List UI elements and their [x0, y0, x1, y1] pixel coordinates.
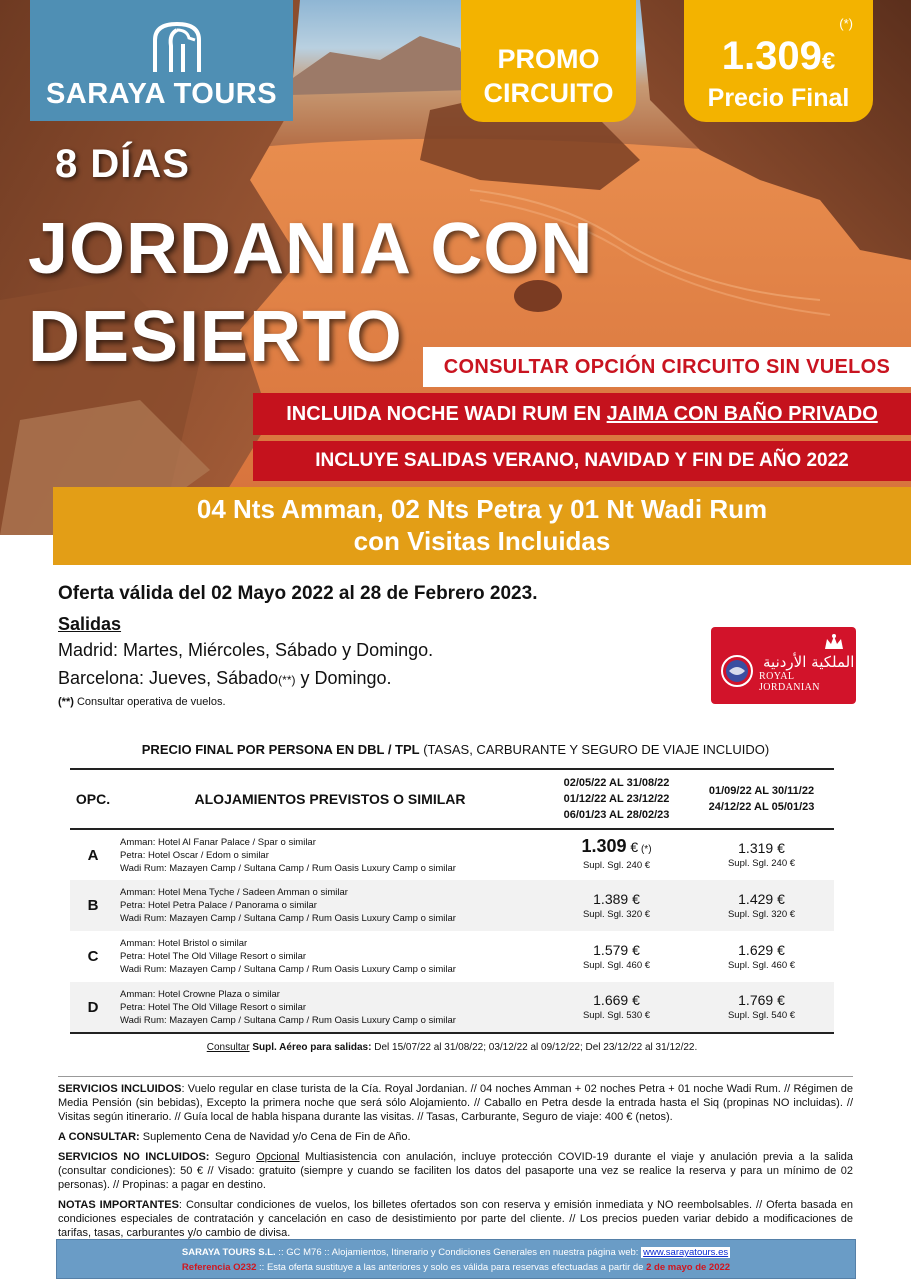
header-period-2 — [689, 769, 834, 829]
included-text: : Vuelo regular en clase turista de la Cía. Royal Jordanian. // 04 noches Amman + 02 noches Petra + 01 noche Wadi Rum. // Régimen de Media Pensión (sin bebidas), Excepto la primera noche que será sólo Alojamiento. // Caballo en Petra desde la entrada hasta el Siq (propinas NO incluidas). // Visitas según itinerario. // Guía local de habla hispana durante las visitas. // Tasas, Carburante, Seguro de viaje: 400 € (netos). — [58, 1083, 853, 1123]
company-name: SARAYA TOURS S.L. — [181, 1247, 276, 1258]
price-currency: € — [821, 48, 836, 75]
promo-line-2: CIRCUITO — [483, 78, 614, 108]
hotel-amman: Amman: Hotel Mena Tyche / Sadeen Amman o similar — [120, 887, 348, 898]
departures-banner: INCLUYE SALIDAS VERANO, NAVIDAD Y FIN DE AÑO 2022 — [253, 441, 911, 481]
notes-label: NOTAS IMPORTANTES — [58, 1199, 179, 1211]
royal-jordanian-logo — [711, 627, 856, 704]
madrid-departures: Madrid: Martes, Miércoles, Sábado y Domingo. — [58, 640, 434, 660]
wadi-rum-night-banner — [253, 393, 911, 435]
price-mark: (*) — [638, 844, 652, 855]
wadi-rum-banner-underlined: JAIMA CON BAÑO PRIVADO — [606, 403, 878, 425]
reference-code: Referencia O232 — [181, 1262, 257, 1273]
header-opc: OPC. — [70, 769, 116, 829]
hotel-amman: Amman: Hotel Al Fanar Palace / Spar o similar — [120, 836, 316, 848]
services-section — [58, 1082, 853, 1246]
single-supplement: Supl. Sgl. 530 € — [582, 1010, 651, 1021]
website-link[interactable]: www.sarayatours.es — [643, 1247, 729, 1258]
crown-icon — [823, 633, 845, 651]
price-period-2 — [689, 829, 834, 880]
trip-title-line-2: DESIERTO — [28, 297, 403, 377]
single-supplement: Supl. Sgl. 540 € — [727, 1010, 796, 1021]
table-footer-row — [70, 1033, 834, 1061]
price-value: 1.579 € — [593, 941, 640, 958]
nights-summary-line-1: 04 Nts Amman, 02 Nts Petra y 01 Nt Wadi Rum — [196, 494, 768, 524]
header-period-1 — [544, 769, 689, 829]
price-value: 1.769 € — [738, 992, 785, 1008]
single-supplement: Supl. Sgl. 320 € — [727, 908, 796, 920]
saraya-tours-logo — [30, 0, 293, 121]
important-notes — [58, 1198, 853, 1240]
price-table-title-rest: (TASAS, CARBURANTE Y SEGURO DE VIAJE INCLUIDO) — [419, 742, 770, 757]
period-1-range-1: 02/05/22 AL 31/08/22 — [563, 777, 670, 789]
price-table-title-bold: PRECIO FINAL POR PERSONA EN DBL / TPL — [141, 742, 420, 757]
final-price-badge — [684, 0, 873, 122]
price-value: 1.429 € — [738, 890, 785, 907]
price-value: 1.389 € — [593, 890, 640, 907]
option-letter: B — [70, 880, 116, 931]
price-period-2 — [689, 880, 834, 931]
option-letter: D — [70, 982, 116, 1033]
flights-note-text: Consultar operativa de vuelos. — [73, 696, 226, 708]
consult-link: Consultar — [206, 1042, 250, 1053]
flights-note — [58, 696, 678, 708]
air-supplement-note — [70, 1033, 834, 1061]
footer-line-1-text: :: GC M76 :: Alojamientos, Itinerario y Condiciones Generales en nuestra página web: — [275, 1247, 642, 1258]
airline-name: ROYAL JORDANIAN — [759, 671, 820, 693]
consult-label: A CONSULTAR: — [58, 1131, 140, 1143]
nights-summary-line-2: con Visitas Incluidas — [353, 526, 611, 556]
included-label: SERVICIOS INCLUIDOS — [58, 1083, 182, 1095]
price-amount: 1.309 — [721, 34, 822, 78]
single-supplement: Supl. Sgl. 240 € — [727, 858, 796, 869]
table-row — [70, 982, 834, 1033]
period-1-range-3: 06/01/23 AL 28/02/23 — [563, 809, 670, 821]
header-hotels: ALOJAMIENTOS PREVISTOS O SIMILAR — [116, 769, 544, 829]
trip-duration: 8 DÍAS — [55, 142, 190, 186]
hotel-amman: Amman: Hotel Bristol o similar — [120, 938, 248, 949]
hotel-petra: Petra: Hotel Petra Palace / Panorama o similar — [120, 900, 317, 911]
included-services — [58, 1082, 853, 1124]
nights-summary-banner — [53, 487, 911, 565]
hotel-petra: Petra: Hotel The Old Village Resort o similar — [120, 1001, 307, 1013]
hotel-list — [116, 829, 544, 880]
barcelona-suffix: y Domingo. — [295, 668, 392, 688]
airline-name-arabic: الملكية الأردنية — [763, 653, 855, 671]
promo-line-1: PROMO — [497, 44, 600, 74]
price-amount-line — [684, 34, 873, 79]
price-value: 1.669 € — [593, 992, 640, 1008]
hotel-list — [116, 880, 544, 931]
table-header-row — [70, 769, 834, 829]
price-period-1 — [544, 982, 689, 1033]
single-supplement: Supl. Sgl. 320 € — [582, 908, 651, 920]
barcelona-prefix: Barcelona: Jueves, Sábado — [58, 668, 279, 688]
price-asterisk: (*) — [839, 16, 853, 31]
table-row — [70, 931, 834, 982]
hotel-petra: Petra: Hotel The Old Village Resort o similar — [120, 951, 307, 962]
consult-services — [58, 1130, 853, 1144]
period-2-range-2: 24/12/22 AL 05/01/23 — [708, 801, 815, 813]
notes-text: : Consultar condiciones de vuelos, los billetes ofertados son con reserva y emisión inmediata y NO reembolsables. // Oferta basada en condiciones especiales de contratación y cancelación en caso de desistimiento por parte del cliente. // Los precios pueden variar debido a modificaciones de tarifas, tasas, carburantes y/o cambio de divisa. — [58, 1199, 854, 1239]
no-flights-option-banner: CONSULTAR OPCIÓN CIRCUITO SIN VUELOS — [423, 347, 911, 387]
period-1-range-2: 01/12/22 AL 23/12/22 — [563, 793, 670, 805]
offer-validity: Oferta válida del 02 Mayo 2022 al 28 de Febrero 2023. — [58, 583, 538, 604]
hotel-petra: Petra: Hotel Oscar / Edom o similar — [120, 849, 269, 861]
not-included-underlined: Opcional — [256, 1151, 300, 1163]
hotel-wadi-rum: Wadi Rum: Mazayen Camp / Sultana Camp / Rum Oasis Luxury Camp o similar — [120, 862, 456, 874]
air-supplement-dates: Del 15/07/22 al 31/08/22; 03/12/22 al 09/12/22; Del 23/12/22 al 31/12/22. — [371, 1042, 698, 1053]
hotel-wadi-rum: Wadi Rum: Mazayen Camp / Sultana Camp / Rum Oasis Luxury Camp o similar — [120, 1014, 456, 1026]
single-supplement: Supl. Sgl. 460 € — [727, 959, 796, 971]
price-amount: 1.309 — [581, 836, 627, 856]
single-supplement: Supl. Sgl. 460 € — [582, 959, 651, 971]
option-letter: A — [87, 846, 99, 864]
single-supplement: Supl. Sgl. 240 € — [582, 860, 651, 871]
hotel-wadi-rum: Wadi Rum: Mazayen Camp / Sultana Camp / Rum Oasis Luxury Camp o similar — [120, 964, 456, 975]
price-table — [70, 768, 834, 1061]
air-supplement-label: Supl. Aéreo para salidas: — [249, 1042, 372, 1053]
price-period-1 — [544, 931, 689, 982]
divider — [58, 1076, 853, 1077]
price-period-2 — [689, 982, 834, 1033]
wadi-rum-banner-prefix: INCLUIDA NOCHE WADI RUM EN — [286, 403, 607, 425]
not-included-text: Multiasistencia con anulación, incluye protección COVID-19 durante el viaje y anulación previa a la salida (consultar condiciones): 50 € // Visado: gratuito (siempre y cuando se faciliten los datos del pasaporte una vez se realice la reserva y para un mínimo de 02 personas). // Propinas: a pagar en destino. — [58, 1151, 853, 1191]
price-period-1 — [544, 829, 689, 880]
price-table-title — [0, 742, 911, 757]
not-included-label: SERVICIOS NO INCLUIDOS: — [58, 1151, 210, 1163]
consult-text: Suplemento Cena de Navidad y/o Cena de Fin de Año. — [139, 1131, 411, 1143]
hotel-list — [116, 931, 544, 982]
barcelona-departures — [58, 664, 678, 694]
promo-circuit-badge — [461, 0, 636, 122]
price-value — [544, 837, 689, 859]
offer-section — [58, 582, 678, 708]
option-letter: C — [87, 948, 99, 965]
period-2-range-1: 01/09/22 AL 30/11/22 — [708, 785, 815, 797]
not-included-services — [58, 1150, 853, 1192]
price-period-2 — [689, 931, 834, 982]
ibis-bird-icon — [147, 20, 207, 76]
brand-name: SARAYA TOURS — [45, 78, 278, 110]
price-value: 1.629 € — [738, 941, 785, 958]
airline-emblem-icon — [719, 653, 755, 689]
hotel-wadi-rum: Wadi Rum: Mazayen Camp / Sultana Camp / Rum Oasis Luxury Camp o similar — [120, 913, 456, 924]
flights-note-mark: (**) — [58, 696, 74, 708]
hotel-amman: Amman: Hotel Crowne Plaza o similar — [120, 988, 280, 1000]
price-label: Precio Final — [707, 84, 850, 112]
valid-from-date: 2 de mayo de 2022 — [646, 1262, 731, 1273]
footer-line-1 — [57, 1245, 855, 1260]
departures-heading: Salidas — [58, 614, 122, 634]
trip-title-line-1: JORDANIA CON — [28, 209, 594, 289]
price-currency: € — [626, 839, 639, 855]
footer-line-2-text: :: Esta oferta sustituye a las anteriores y solo es válida para reservas efectuadas a partir de — [256, 1262, 647, 1273]
table-row — [70, 829, 834, 880]
barcelona-mark: (**) — [278, 673, 296, 687]
price-value: 1.319 € — [738, 840, 785, 856]
table-row — [70, 880, 834, 931]
price-period-1 — [544, 880, 689, 931]
hotel-list — [116, 982, 544, 1033]
footer-line-2 — [57, 1260, 855, 1275]
footer-bar — [56, 1239, 856, 1279]
not-included-pre: Seguro — [209, 1151, 257, 1163]
